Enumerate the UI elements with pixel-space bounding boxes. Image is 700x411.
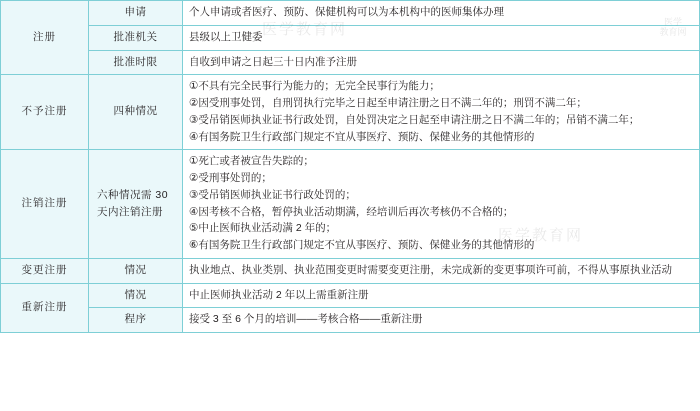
content-lines bbox=[189, 5, 693, 21]
content-lines bbox=[189, 79, 693, 145]
table-body bbox=[1, 1, 700, 333]
table-row bbox=[1, 308, 700, 333]
content-cell bbox=[183, 258, 700, 283]
table-row bbox=[1, 25, 700, 50]
category-cell-no-registration: 不予注册 bbox=[1, 75, 89, 150]
content-cell bbox=[183, 283, 700, 308]
table-row bbox=[1, 75, 700, 150]
category-cell-registration: 注册 bbox=[1, 1, 89, 75]
content-line: 执业地点、执业类别、执业范围变更时需要变更注册，未完成新的变更事项许可前，不得从事原执业活动 bbox=[189, 263, 672, 276]
content-line: ⑤中止医师执业活动满 2 年的； bbox=[189, 222, 337, 235]
subcategory-cell: 情况 bbox=[89, 283, 183, 308]
content-line: ③受吊销医师执业证书行政处罚，自处罚决定之日起至申请注册之日不满二年的；吊销不满二年； bbox=[189, 113, 640, 126]
content-line: 中止医师执业活动 2 年以上需重新注册 bbox=[189, 288, 369, 301]
content-line: ①死亡或者被宣告失踪的； bbox=[189, 155, 314, 168]
content-cell bbox=[183, 25, 700, 50]
category-cell-re-registration: 重新注册 bbox=[1, 283, 89, 333]
content-line: 个人申请或者医疗、预防、保健机构可以为本机构中的医师集体办理 bbox=[189, 6, 504, 18]
content-line: ⑥有国务院卫生行政部门规定不宜从事医疗、预防、保健业务的其他情形的 bbox=[189, 239, 535, 251]
content-cell bbox=[183, 75, 700, 150]
content-lines bbox=[189, 30, 693, 46]
content-line: ②受刑事处罚的； bbox=[189, 172, 272, 184]
subcategory-cell: 批准时限 bbox=[89, 50, 183, 75]
content-line: 县级以上卫健委 bbox=[189, 30, 263, 43]
table-row bbox=[1, 150, 700, 259]
content-line: ④因考核不合格，暂停执业活动期满，经培训后再次考核仍不合格的； bbox=[189, 205, 514, 218]
subcategory-cell: 申请 bbox=[89, 1, 183, 26]
content-lines bbox=[189, 288, 693, 304]
content-lines bbox=[189, 55, 693, 71]
content-cell bbox=[183, 308, 700, 333]
content-lines bbox=[189, 154, 693, 254]
content-line: ①不具有完全民事行为能力的；无完全民事行为能力； bbox=[189, 80, 440, 93]
table-row bbox=[1, 258, 700, 283]
category-cell-change-registration: 变更注册 bbox=[1, 258, 89, 283]
content-cell bbox=[183, 50, 700, 75]
table-row bbox=[1, 1, 700, 26]
content-line: 自收到申请之日起三十日内准予注册 bbox=[189, 55, 357, 68]
watermark-badge-line2: 教育网 bbox=[659, 28, 687, 39]
content-line: ③受吊销医师执业证书行政处罚的； bbox=[189, 188, 356, 201]
subcategory-cell: 批准机关 bbox=[89, 25, 183, 50]
content-cell bbox=[183, 1, 700, 26]
content-line: ④有国务院卫生行政部门规定不宜从事医疗、预防、保健业务的其他情形的 bbox=[189, 130, 535, 143]
subcategory-cell: 六种情况需 30 天内注销注册 bbox=[89, 150, 183, 259]
content-line: ②因受刑事处罚，自刑罚执行完毕之日起至申请注册之日不满二年的；刑罚不满二年； bbox=[189, 97, 587, 109]
content-line: 接受 3 至 6 个月的培训——考核合格——重新注册 bbox=[189, 313, 423, 326]
subcategory-cell: 情况 bbox=[89, 258, 183, 283]
category-cell-cancel-registration: 注销注册 bbox=[1, 150, 89, 259]
subcategory-cell: 程序 bbox=[89, 308, 183, 333]
table-row bbox=[1, 50, 700, 75]
watermark-badge-line1: 医学 bbox=[663, 18, 682, 28]
content-lines bbox=[189, 263, 693, 279]
content-cell bbox=[183, 150, 700, 259]
subcategory-cell: 四种情况 bbox=[89, 75, 183, 150]
table-row bbox=[1, 283, 700, 308]
content-lines bbox=[189, 312, 693, 328]
